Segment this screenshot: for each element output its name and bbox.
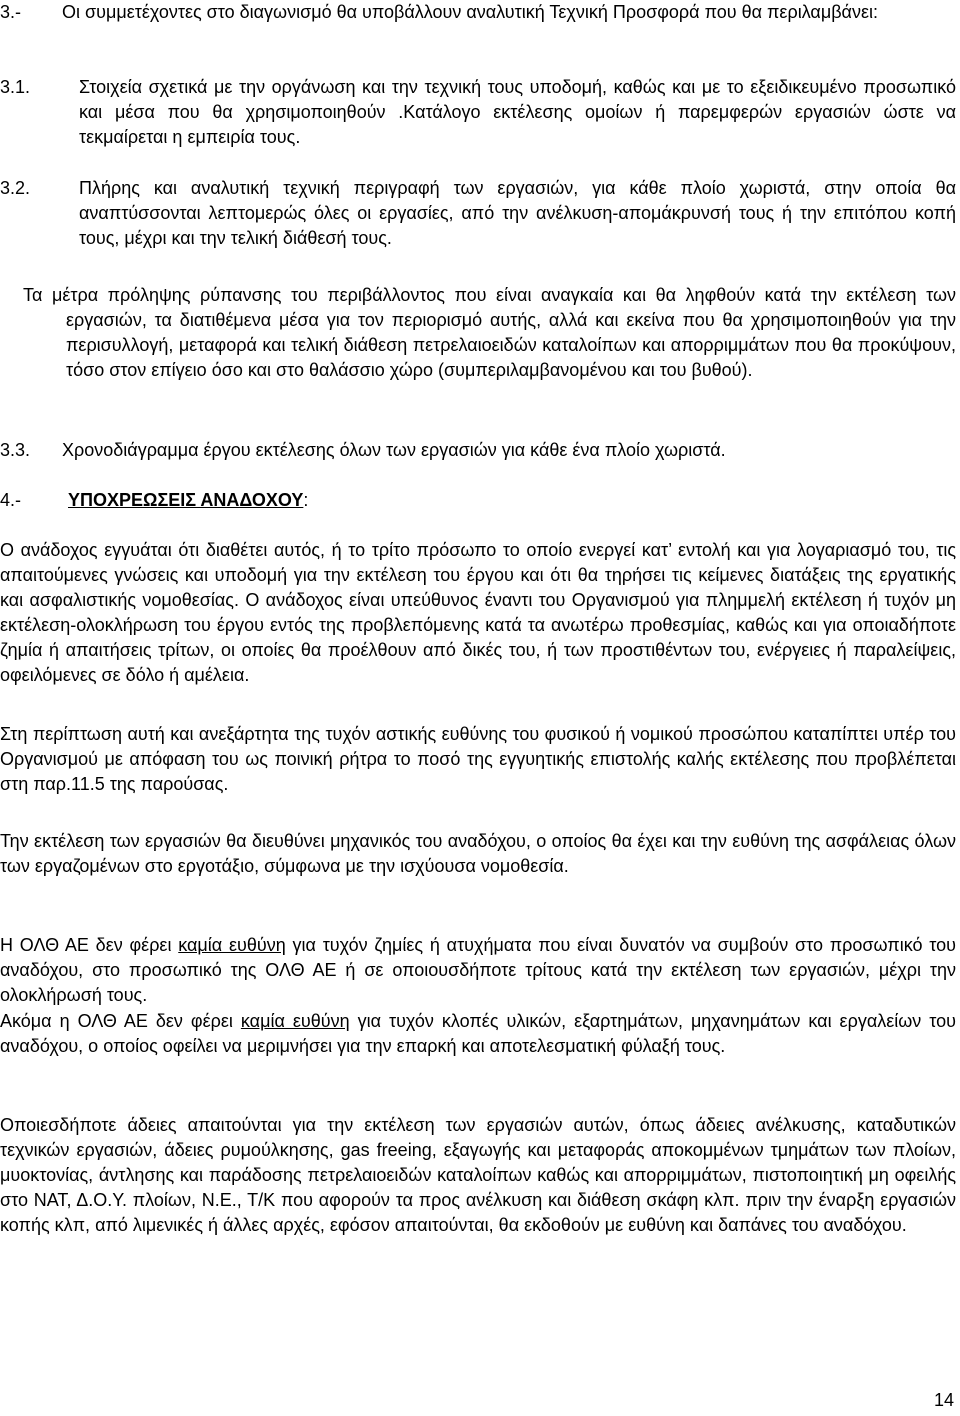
- paragraph-6: Οποιεσδήποτε άδειες απαιτούνται για την εκτέλεση των εργασιών αυτών, όπως άδειες ανέλκυσης, καταδυτικών τεχνικών εργασιών, άδειες ρυμούλκησης, gas freeing, εξαγωγής και μεταφοράς αποκομμένων τμημάτων των πλοίων, μυοκτονίας, άντλησης και παράδοσης πετρελαιοειδών καταλοίπων καθώς και απορριμμάτων, πιστοποιητική μη οφειλής στο ΝΑΤ, Δ.Ο.Υ. πλοίων, Ν.Ε., Τ/Κ που αφορούν τα προς ανέλκυση και διάθεση σκάφη κλπ. πριν την έναρξη εργασιών κοπής κλπ, από λιμενικές ή άλλες αρχές, εφόσον απαιτούνται, θα εκδοθούν με ευθύνη και δαπάνες του αναδόχου.: [0, 1115, 956, 1235]
- paragraph-5: [0, 1009, 956, 1059]
- page-number: 14: [933, 1390, 954, 1410]
- paragraph-4: [0, 933, 956, 1008]
- p5-text-a: Ακόμα η ΟΛΘ ΑΕ δεν φέρει: [0, 1011, 241, 1031]
- p4-text-a: Η ΟΛΘ ΑΕ δεν φέρει: [0, 935, 179, 955]
- item-3-1-text: [79, 75, 956, 150]
- item-number: 3.2.: [0, 178, 31, 198]
- p4-text-b: για τυχόν ζημίες ή ατυχήματα που είναι δυνατόν να συμβούν στο προσωπικό του αναδόχου, στο προσωπικό της ΟΛΘ ΑΕ ή σε οποιουσδήποτε τρίτους κατά την εκτέλεση των εργασιών, μέχρι την ολοκλήρωσή τους.: [0, 935, 957, 1005]
- heading-wrap: [68, 490, 308, 510]
- item-3-1: [0, 75, 956, 150]
- item-text: Στοιχεία σχετικά με την οργάνωση και την τεχνική τους υποδομή, καθώς και με το εξειδικευμένο προσωπικό και μέσα που θα χρησιμοποιηθούν .Κατάλογο εκτέλεσης ομοίων ή παρεμφερών εργασιών ώστε να τεκμαίρεται η εμπειρία τους.: [79, 77, 956, 147]
- item-number: 3.1.: [0, 77, 31, 97]
- paragraph-1: Ο ανάδοχος εγγυάται ότι διαθέτει αυτός, ή το τρίτο πρόσωπο το οποίο ενεργεί κατ’ εντολή και για λογαριασμό του, τις απαιτούμενες γνώσεις και υποδομή για την εκτέλεση του έργου και ότι θα τηρήσει τις κείμενες διατάξεις της εργατικής και ασφαλιστικής νομοθεσίας. Ο ανάδοχος είναι υπεύθυνος έναντι του Οργανισμού για πλημμελή εκτέλεση ή τυχόν μη εκτέλεση-ολοκλήρωση του έργου εντός της προβλεπόμενης κατά τα ανωτέρω προθεσμίας, καθώς και για οποιαδήποτε ζημία ή απαιτήσεις τρίτων, οι οποίες θα προέλθουν από δικές του, ή των προστιθέντων του, ενέργειες ή παραλείψεις, οφειλόμενες σε δόλο ή αμέλεια.: [0, 540, 956, 685]
- item-text: Πλήρης και αναλυτική τεχνική περιγραφή των εργασιών, για κάθε πλοίο χωριστά, στην οποία θα αναπτύσσονται λεπτομερώς όλες οι εργασίες, από την ανέλκυση-απομάκρυνσή τους ή την επιτόπου κοπή τους, μέχρι και την τελική διάθεσή τους.: [79, 178, 956, 248]
- section-3-intro: [0, 0, 956, 25]
- paragraph-2: Στη περίπτωση αυτή και ανεξάρτητα της τυχόν αστικής ευθύνης του φυσικού ή νομικού προσώπου καταπίπτει υπέρ του Οργανισμού με απόφαση του ως ποινική ρήτρα το ποσό της εγγυητικής επιστολής καλής εκτέλεσης που προβλέπεται στη παρ.11.5 της παρούσας.: [0, 724, 956, 794]
- item-number: 3.3.: [0, 440, 31, 460]
- item-3-2-text: [79, 176, 956, 251]
- item-3-3: [0, 438, 956, 463]
- paragraph-3: Την εκτέλεση των εργασιών θα διευθύνει μηχανικός του αναδόχου, ο οποίος θα έχει και την ευθύνη της ασφάλειας όλων των εργαζομένων στο εργοτάξιο, σύμφωνα με την ισχύουσα νομοθεσία.: [0, 831, 956, 876]
- p5-underlined: καμία ευθύνη: [240, 1011, 350, 1031]
- pollution-text: Τα μέτρα πρόληψης ρύπανσης του περιβάλλοντος που είναι αναγκαία και θα ληφθούν κατά την εκτέλεση των εργασιών, τα διατιθέμενα μέσα για τον περιορισμό αυτής, αλλά και εκείνα που θα χρησιμοποιηθούν για την περισυλλογή, μεταφορά και τελική διάθεση πετρελαιοειδών καταλοίπων και απορριμμάτων που θα προκύψουν, τόσο στον επίγειο όσο και στο θαλάσσιο χώρο (συμπεριλαμβανομένου και του βυθού).: [23, 285, 956, 380]
- section-heading: ΥΠΟΧΡΕΩΣΕΙΣ ΑΝΑΔΟΧΟΥ: [68, 490, 304, 510]
- item-3-3-text: Χρονοδιάγραμμα έργου εκτέλεσης όλων των εργασιών για κάθε ένα πλοίο χωριστά.: [62, 440, 726, 460]
- section-3-intro-text: Οι συμμετέχοντες στο διαγωνισμό θα υποβάλλουν αναλυτική Τεχνική Προσφορά που θα περιλαμβάνει:: [62, 2, 878, 22]
- pollution-measures-paragraph: [0, 283, 956, 383]
- p4-underlined: καμία ευθύνη: [178, 935, 286, 955]
- section-number: 4.-: [0, 490, 22, 510]
- section-4-heading: [0, 488, 956, 513]
- heading-colon: :: [303, 490, 309, 510]
- item-3-2: [0, 176, 956, 251]
- p5-text-b: για τυχόν κλοπές υλικών, εξαρτημάτων, μηχανημάτων και εργαλείων του αναδόχου, ο οποίος οφείλει να μεριμνήσει για την επαρκή και αποτελεσματική φύλαξή τους.: [0, 1011, 957, 1056]
- section-number: 3.-: [0, 2, 22, 22]
